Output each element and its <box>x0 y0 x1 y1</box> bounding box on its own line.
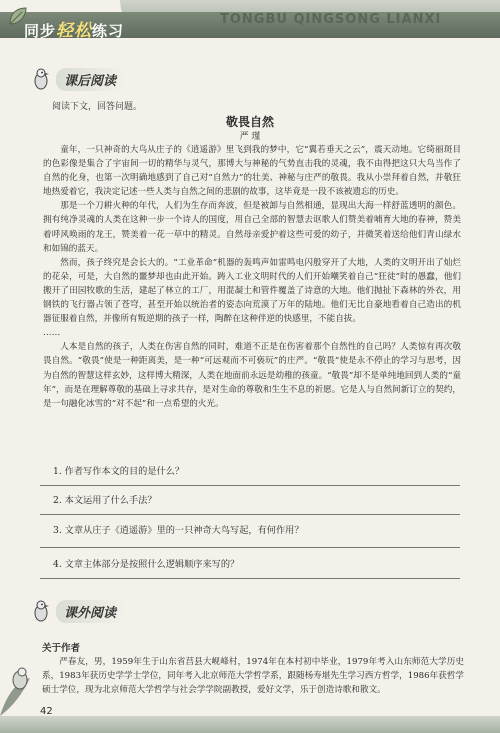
section-title: 课外阅读 <box>56 600 126 623</box>
series-title <box>24 16 124 41</box>
article-author: 严 瑾 <box>239 132 261 142</box>
article-paragraph: 然而，孩子终究是会长大的。“工业革命”机器的轰鸣声如雷鸣电闪般穿开了大地，人类的文明开出了灿烂的花朵，可是，大自然的噩梦却也由此开始。踌入工业文明时代的人们开始嘲笑着自己“狂徒”时的愚蠢，他们搬开了田园牧歌的生活，建起了林立的工厂，用混凝土和管件覆盖了诗意的大地。他们抛扯下森林的外衣，用钢铁的飞行器占领了苍穹，甚至开始以统治者的姿态向荒漠了万年的陆地。他们无比自豪地看着自己造出的机器征服着自然，并像所有叛逆期的孩子一样，陶醉在这种伴逆的快感里，不能自拔。 <box>43 257 461 325</box>
answer-line[interactable] <box>40 547 460 548</box>
article-paragraph: 童年，一只神奇的大鸟从庄子的《逍遥游》里飞到我的梦中，它“翼若垂天之云”，震天动地。它绮丽斑目的色彩像是集合了宇宙间一切的精华与灵气，那博大与神秘的气势直击我的灵魂，我不由得把这只大鸟当作了自然的化身，也第一次明确地感到了自己对“自然力”的壮美、神秘与庄严的敬畏。我从小崇拜着自然，并敬狂地热爱着它，我决定记述一些人类与自然之间的悲剧的故事，这毕竟是一段不该被遗忘的历史。 <box>43 145 461 198</box>
series-pinyin: TONGBU QINGSONG LIANXI <box>220 12 442 27</box>
article-title: 敬畏自然 <box>225 115 274 129</box>
article-paragraph: 那是一个刀耕火种的年代，人们为生存而奔波，但是被卸与自然相通，显现出大海一样舒蓝透明的颜色。拥有纯净灵魂的人类在这种一步一个诗人的国度，用自己全部的智慧去讴歌人们赞美着哺育大地的春神，赞美着呼风唤雨的龙王，赞美着一花一草中的精灵。自然母亲爱护着这些可爱的幼子，并微笑着送给他们青山绿水和如锦的蓝天。 <box>43 201 461 254</box>
question-2: 2. 本文运用了什么手法？ <box>53 495 157 506</box>
section-heading-extra <box>30 598 126 624</box>
instruction-text: 阅读下文，回答问题。 <box>52 102 143 112</box>
page-number: 42 <box>40 706 53 717</box>
series-title-b: 练习 <box>92 22 125 40</box>
series-title-a: 同步 <box>24 22 57 40</box>
page-header <box>0 0 500 50</box>
reading-bird-icon <box>30 599 52 623</box>
answer-line[interactable] <box>40 514 460 515</box>
article-body <box>43 143 461 411</box>
reading-bird-icon <box>30 67 52 91</box>
about-author-heading: 关于作者 <box>42 643 81 654</box>
section-title: 课后阅读 <box>56 68 126 91</box>
series-title-accent: 轻松 <box>56 21 93 41</box>
question-3: 3. 文章从庄子《逍遥游》里的一只神奇大鸟写起，有何作用？ <box>53 525 304 536</box>
question-4: 4. 文章主体部分是按照什么逻辑顺序来写的？ <box>53 559 240 570</box>
bird-illustration-icon <box>0 650 34 716</box>
article-paragraph: 人本是自然的孩子，人类在伤害自然的同时，难道不正是在伤害着那个自然性的自己吗？人类惊有再次敬畏自然。“敬畏”使是一种距离美，是一种“可远观而不可亵玩”的庄严。“敬畏”使是永不停止的学习与思考，因为自然的智慧这样玄妙，这样博大精深，人类在地面前永远是幼稚的孩童。“敬畏”却不是单纯地回到人类的“童年”，而是在理解尊敬的基础上寻求共存，是对生命的尊敬和生生不息的祈愿。它是人与自然间新订立的契约，是一句融化冰雪的“对不起”和一点希望的火光。 <box>43 342 461 409</box>
answer-line[interactable] <box>40 485 460 486</box>
ellipsis: …… <box>43 328 61 339</box>
footer-band <box>0 716 500 733</box>
about-author-text: 严春友，男，1959年生于山东省莒县大岘峰村，1974年在本村初中毕业，1979年考入山东师范大学历史系，1983年获历史学学士学位，同年考入北京师范大学哲学系，跟随杨寿堪先生学习西方哲学，1986年获哲学硕士学位，现为北京师范大学哲学与社会学学院副教授，爱好文学，乐于创造诗歌和散文。 <box>42 657 464 696</box>
section-heading-after-class <box>30 66 126 92</box>
question-1: 1. 作者写作本文的目的是什么？ <box>53 466 185 477</box>
answer-line[interactable] <box>40 578 460 579</box>
